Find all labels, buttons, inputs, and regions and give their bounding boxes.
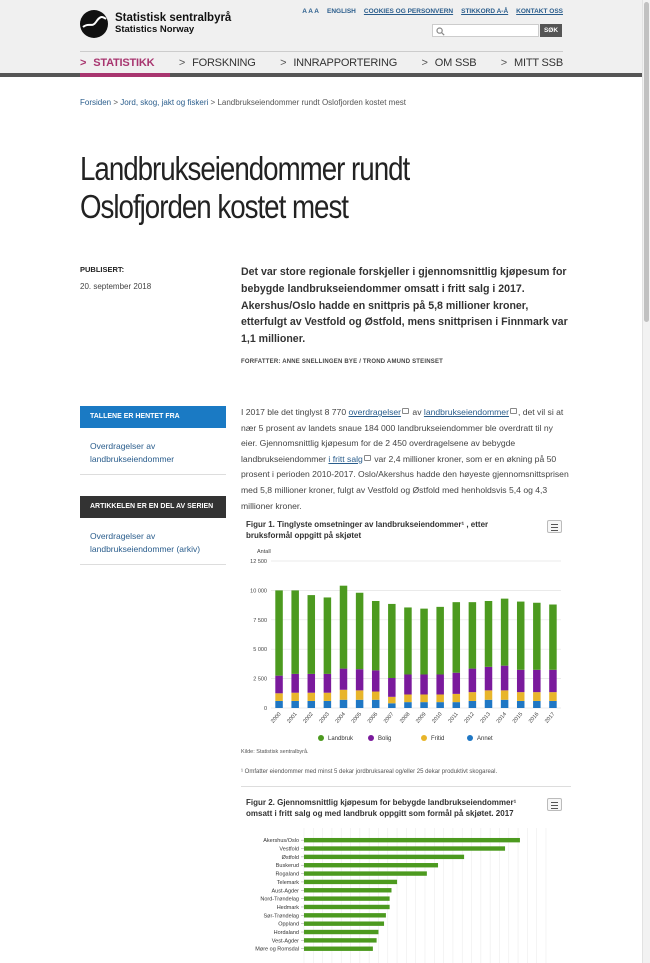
bar-segment-annet xyxy=(388,703,396,708)
cookies-link[interactable]: COOKIES OG PERSONVERN xyxy=(363,8,454,15)
bar xyxy=(304,896,390,900)
chevron-right-icon: > xyxy=(500,57,508,69)
sidebar-series-link[interactable]: Overdragelser av landbrukseiendommer (arkiv) xyxy=(90,531,201,554)
bar xyxy=(304,855,464,859)
bar-segment-fritid xyxy=(549,692,557,701)
bar-segment-annet xyxy=(308,701,316,708)
bar-segment-fritid xyxy=(533,692,541,701)
page-title xyxy=(80,150,450,226)
x-tick-label: 2000 xyxy=(270,711,283,725)
overdragelser-link[interactable]: overdragelser xyxy=(348,407,402,417)
legend-label: Bolig xyxy=(378,736,392,742)
y-tick-label: Hordaland xyxy=(273,930,299,937)
nav-mitt-ssb[interactable]: > MITT SSB xyxy=(500,57,563,69)
bar-segment-landbruk xyxy=(420,609,428,675)
y-tick-label: 7 500 xyxy=(253,617,267,624)
bar xyxy=(304,888,391,892)
bar-segment-bolig xyxy=(533,670,541,692)
font-size-toggle[interactable]: A A A xyxy=(302,8,319,15)
bar-segment-bolig xyxy=(275,676,283,694)
y-tick-label: Aust-Agder xyxy=(271,888,299,895)
y-tick-label: 2 500 xyxy=(253,676,267,683)
x-tick-label: 2006 xyxy=(366,711,380,725)
x-tick-label: 2017 xyxy=(544,711,557,725)
figure1-footnote: ¹ Omfatter eiendommer med minst 5 dekar jordbruksareal og/eller 25 dekar produktivt skogareal. xyxy=(241,769,498,775)
nav-om-ssb[interactable]: > OM SSB xyxy=(421,57,477,69)
x-tick-label: 2013 xyxy=(479,711,493,725)
bar-segment-fritid xyxy=(308,693,316,701)
figure1-title: Figur 1. Tinglyste omsetninger av landbrukseiendommer¹ , etter bruksformål oppgitt på skjøtet xyxy=(246,520,489,540)
bar-segment-landbruk xyxy=(501,599,509,666)
y-tick-label: 0 xyxy=(263,706,267,712)
search-bar xyxy=(432,24,562,37)
search-input[interactable] xyxy=(432,24,539,37)
chevron-right-icon: > xyxy=(80,57,87,69)
y-tick-label: Nord-Trøndelag xyxy=(260,896,299,903)
external-popup-icon[interactable] xyxy=(364,455,371,461)
bar-segment-fritid xyxy=(275,693,283,701)
bar-segment-bolig xyxy=(485,667,493,691)
bar-segment-annet xyxy=(324,701,332,708)
bar-segment-landbruk xyxy=(517,602,525,670)
bar xyxy=(304,905,390,909)
bar-segment-bolig xyxy=(469,669,477,693)
sidebar-source-heading: TALLENE ER HENTET FRA xyxy=(80,406,226,428)
bar-segment-annet xyxy=(340,700,348,708)
sidebar-series-heading: ARTIKKELEN ER EN DEL AV SERIEN xyxy=(80,496,226,518)
x-tick-label: 2002 xyxy=(302,711,315,725)
figure1-menu-icon[interactable] xyxy=(547,520,562,533)
external-popup-icon[interactable] xyxy=(510,408,517,414)
y-tick-label: Rogaland xyxy=(275,871,299,878)
english-link[interactable]: ENGLISH xyxy=(326,8,356,15)
x-tick-label: 2001 xyxy=(286,711,299,725)
search-icon xyxy=(436,27,445,36)
bar-segment-landbruk xyxy=(485,601,493,667)
stikkord-link[interactable]: STIKKORD A-Å xyxy=(461,8,509,15)
bar-segment-fritid xyxy=(291,693,299,701)
bar-segment-landbruk xyxy=(388,604,396,678)
article-authors: FORFATTER: ANNE SNELLINGEN BYE / TROND AMUND STEINSET xyxy=(241,359,444,365)
bar-segment-bolig xyxy=(372,670,380,691)
bar-segment-landbruk xyxy=(356,593,364,669)
y-tick-label: Vest-Agder xyxy=(271,938,299,945)
y-tick-label: Telemark xyxy=(276,879,299,886)
bar-segment-bolig xyxy=(308,674,316,693)
bar-segment-annet xyxy=(404,702,412,708)
bar xyxy=(304,930,378,934)
breadcrumb-section[interactable]: Jord, skog, jakt og fiskeri xyxy=(120,98,209,107)
bar-segment-annet xyxy=(533,701,541,708)
y-tick-label: Akershus/Oslo xyxy=(263,838,299,845)
bar-segment-annet xyxy=(420,702,428,708)
bar-segment-fritid xyxy=(485,690,493,699)
bar-segment-bolig xyxy=(549,670,557,692)
bar-segment-landbruk xyxy=(372,601,380,670)
bar-segment-fritid xyxy=(388,697,396,703)
bar-segment-landbruk xyxy=(308,595,316,674)
legend-marker xyxy=(467,735,473,741)
y-tick-label: Buskerud xyxy=(275,863,299,870)
bar xyxy=(304,913,386,917)
y-tick-label: Sør-Trøndelag xyxy=(263,913,299,920)
page-title-line1: Landbrukseiendommer rundt xyxy=(80,150,410,187)
bar-segment-landbruk xyxy=(436,607,444,675)
bar-segment-bolig xyxy=(388,678,396,697)
kontakt-link[interactable]: KONTAKT OSS xyxy=(516,8,563,15)
bar xyxy=(304,880,397,884)
bar-segment-annet xyxy=(436,702,444,708)
external-popup-icon[interactable] xyxy=(402,408,409,414)
bar-segment-annet xyxy=(485,700,493,708)
bar xyxy=(304,838,520,842)
page-title-line2: Oslofjorden kostet mest xyxy=(80,188,348,225)
ssb-logo[interactable] xyxy=(80,10,231,38)
bar-segment-annet xyxy=(517,701,525,708)
bar xyxy=(304,947,373,951)
bar-segment-annet xyxy=(549,701,557,708)
main-nav xyxy=(80,51,563,69)
logo-name: Statistisk sentralbyrå xyxy=(115,12,232,24)
bar-segment-bolig xyxy=(340,669,348,690)
bar xyxy=(304,863,438,867)
bar-segment-fritid xyxy=(501,690,509,699)
nav-statistikk[interactable]: > STATISTIKK xyxy=(80,57,155,69)
bar-segment-bolig xyxy=(436,674,444,694)
published-label: PUBLISERT: xyxy=(80,265,125,274)
divider xyxy=(241,786,571,787)
x-tick-label: 2009 xyxy=(415,711,428,725)
nav-forskning[interactable]: > FORSKNING xyxy=(178,57,256,69)
chevron-right-icon: > xyxy=(280,57,287,69)
x-tick-label: 2005 xyxy=(350,711,364,725)
legend-marker xyxy=(421,735,427,741)
y-tick-label: Møre og Romsdal xyxy=(255,946,299,953)
bar-segment-landbruk xyxy=(291,590,299,673)
bar-segment-fritid xyxy=(420,694,428,702)
bar-segment-annet xyxy=(453,702,461,708)
bar xyxy=(304,846,505,850)
bar xyxy=(304,921,384,925)
chevron-right-icon: > xyxy=(421,57,428,69)
bar-segment-bolig xyxy=(420,674,428,694)
bar-segment-fritid xyxy=(469,692,477,701)
bar-segment-fritid xyxy=(324,693,332,701)
logo-name-english: Statistics Norway xyxy=(115,24,195,35)
scrollbar[interactable] xyxy=(642,0,650,963)
x-tick-label: 2007 xyxy=(382,711,396,725)
bar-segment-fritid xyxy=(372,692,380,700)
bar-segment-landbruk xyxy=(453,602,461,673)
scrollbar-thumb[interactable] xyxy=(644,2,649,322)
figure1-source: Kilde: Statistisk sentralbyrå. xyxy=(241,749,309,755)
legend-label: Landbruk xyxy=(328,736,354,742)
y-axis-title: Antall xyxy=(257,549,271,555)
y-tick-label: Hedmark xyxy=(276,904,299,911)
bar-segment-bolig xyxy=(501,666,509,691)
x-tick-label: 2011 xyxy=(447,711,460,725)
bar-segment-landbruk xyxy=(275,590,283,675)
x-tick-label: 2003 xyxy=(318,711,331,725)
bar-segment-fritid xyxy=(356,690,364,699)
bar-segment-fritid xyxy=(340,690,348,700)
bar-segment-bolig xyxy=(517,670,525,692)
y-tick-label: Østfold xyxy=(281,854,299,861)
y-tick-label: Oppland xyxy=(278,921,299,928)
top-links xyxy=(302,8,563,15)
x-tick-label: 2016 xyxy=(527,711,541,725)
bar-segment-annet xyxy=(291,701,299,708)
bar-segment-landbruk xyxy=(404,607,412,674)
legend-marker xyxy=(368,735,374,741)
bar-segment-fritid xyxy=(453,694,461,702)
fritt-salg-link[interactable]: i fritt salg xyxy=(328,453,363,464)
x-tick-label: 2015 xyxy=(511,711,525,725)
nav-innrapportering[interactable]: > INNRAPPORTERING xyxy=(280,57,398,69)
figure1-chart xyxy=(241,545,571,755)
x-tick-label: 2010 xyxy=(431,711,444,725)
bar-segment-bolig xyxy=(291,674,299,693)
article-ingress: Det var store regionale forskjeller i gjennomsnittlig kjøpesum for bebygde landbrukseiendommer omsatt i fritt salg i 2017. Akershus/Oslo hadde en snittpris på 5,8 millioner kroner, etterfulgt av Vestfold og Østfold, mens snittprisen i Finnmark var 1,1 millioner. xyxy=(241,266,568,346)
bar-segment-landbruk xyxy=(340,586,348,669)
published-date: 20. september 2018 xyxy=(80,282,152,291)
figure2-title: Figur 2. Gjennomsnittlig kjøpesum for bebygde landbrukseiendommer¹ omsatt i fritt salg og med landbruk oppgitt som formål på skjøtet. 2017 xyxy=(246,798,517,818)
bar-segment-fritid xyxy=(404,694,412,702)
y-tick-label: 12 500 xyxy=(250,559,267,565)
bar-segment-landbruk xyxy=(469,602,477,668)
bar-segment-landbruk xyxy=(324,597,332,673)
x-tick-label: 2008 xyxy=(399,711,412,725)
bar-segment-bolig xyxy=(356,669,364,690)
legend-label: Fritid xyxy=(431,736,445,742)
x-tick-label: 2014 xyxy=(495,711,509,725)
figure2-chart xyxy=(241,828,571,963)
x-tick-label: 2012 xyxy=(463,711,476,725)
chevron-right-icon: > xyxy=(178,57,186,69)
article-body: I 2017 ble det tinglyst 8 770 overdragelser av landbrukseiendommer , det vil si at nær 5 prosent av landets snaue 184 000 landbrukseiendommer ble overdratt til ny eier. Gjennomsnittlig kjøpesum for de 2 450 overdragelsene av bebygde landbrukseiendommer i fritt salg var 2,4 millioner kroner, som er en økning på 50 prosent i perioden 2010-2017. Oslo/Akershus hadde den høyeste gjennomsnittsprisen med 5,8 millioner kroner, fulgt av Vestfold og Østfold med henholdsvis 5,4 og 4,3 millioner kroner. xyxy=(241,407,569,511)
y-tick-label: 10 000 xyxy=(250,588,267,595)
figure2-menu-icon[interactable] xyxy=(547,798,562,811)
bar-segment-bolig xyxy=(453,673,461,694)
bar-segment-annet xyxy=(501,700,509,708)
ssb-logo-icon xyxy=(80,10,108,38)
x-tick-label: 2004 xyxy=(334,711,348,725)
bar-segment-bolig xyxy=(324,674,332,693)
bar-segment-landbruk xyxy=(533,603,541,670)
breadcrumb: Forsiden > Jord, skog, jakt og fiskeri > Landbrukseiendommer rundt Oslofjorden kostet mest xyxy=(80,98,406,107)
legend-marker xyxy=(318,735,324,741)
bar-segment-annet xyxy=(469,701,477,708)
active-nav-indicator xyxy=(80,73,170,77)
site-header xyxy=(0,0,650,77)
search-button[interactable]: SØK xyxy=(540,24,562,37)
bar xyxy=(304,871,427,875)
divider xyxy=(80,564,226,565)
bar-segment-fritid xyxy=(517,692,525,701)
bar-segment-landbruk xyxy=(549,605,557,670)
bar-segment-bolig xyxy=(404,674,412,694)
breadcrumb-current: Landbrukseiendommer rundt Oslofjorden kostet mest xyxy=(217,98,406,107)
sidebar-source-link[interactable]: Overdragelser av landbrukseiendommer xyxy=(90,441,175,464)
bar-segment-fritid xyxy=(436,694,444,702)
bar-segment-annet xyxy=(275,701,283,708)
bar-segment-annet xyxy=(356,700,364,708)
divider xyxy=(80,474,226,475)
breadcrumb-home[interactable]: Forsiden xyxy=(80,98,112,107)
y-tick-label: Vestfold xyxy=(279,846,299,853)
legend-label: Annet xyxy=(477,736,493,742)
y-tick-label: 5 000 xyxy=(253,647,267,654)
bar-segment-annet xyxy=(372,700,380,708)
landbrukseiendommer-link[interactable]: landbrukseiendommer xyxy=(423,407,509,417)
bar xyxy=(304,938,377,942)
